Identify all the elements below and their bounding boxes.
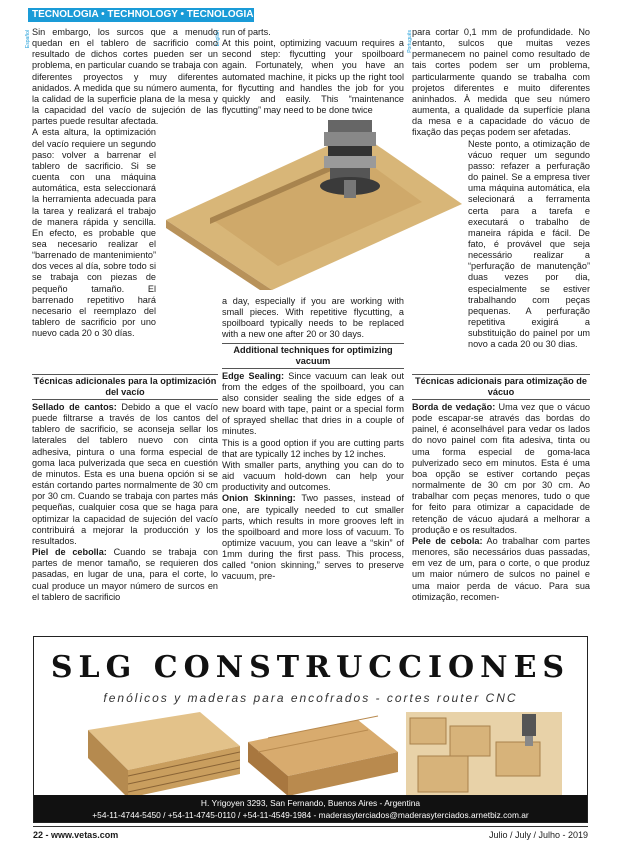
english-paragraph-4: This is a good option if you are cutting parts that are typically 12 inches by 12 inches. (222, 437, 404, 459)
section-header: TECNOLOGIA • TECHNOLOGY • TECNOLOGIA (28, 8, 254, 22)
english-paragraph-5: With smaller parts, anything you can do to aid vacuum hold-down can help your productivity and outcomes. (222, 459, 404, 493)
spanish-paragraph-onion-skin: Piel de cebolla: Cuando se trabaja con partes de menor tamaño, se requieren dos pasadas, en lugar de una, para el corte, lo cual produce un mayor número de surcos en el tablero de sacrificio (32, 547, 219, 602)
portuguese-paragraph-onion-skin: Pele de cebola: Ao trabalhar com partes menores, são necessários duas passadas, em vez de um, para o corte, o que produz um maior número de sulcos no painel e uma maior perda de vácuo. Para sua otimização, recomen- (412, 535, 590, 602)
portuguese-column (412, 27, 590, 351)
portuguese-paragraph-edge-sealing: Borda de vedação: Uma vez que o vácuo pode escapar-se através das bordas do painel, é aconselhável para vedar os lados do novo painel com fita adesiva, tinta ou uma forma especial de goma-laca pulverizado seco em minutos. Esta é uma boa opção se estiver cortando peças normalmente de 30 cm por 30 cm. Ao trabalhar com peças menores, tudo o que for feito para otimizar a capacidade de retenção de vácuo ajudará a melhorar a produção e os resultados. (412, 402, 590, 535)
page-number: 22 - www.vetas.com (33, 830, 119, 840)
portuguese-paragraph-2: Neste ponto, a otimização de vácuo requer um segundo passo: refazer a perfuração do painel. Se a empresa tiver uma máquina automática, ela selecionará a ferramenta certa para a tarefa e executará o trabalho de maneira rápida e fácil. De fato, é provável que seja necessário realizar a “perfuração de manutenção” duas vezes por dia, especialmente se estiver trabalhando com peças pequenas. A perfuração repetitiva exigirá a substituição do painel por um novo a cada 20 ou 30 dias. (468, 138, 590, 350)
spanish-paragraph-2: A esta altura, la optimización del vacío requiere un segundo paso: volver a barrenar el tablero de sacrificio. Si se cuenta con una máquina automática, esta seleccionará la herramienta adecuada para la tarea y realizará el trabajo de manera rápida y sencilla. En efecto, es probable que sea necesario realizar el “barrenado de mantenimiento” dos veces al día, sobre todo si se trabaja con piezas de pequeño tamaño. El barrenado repetitivo hará necesario el reemplazo del tablero de sacrificio por uno nuevo cada 20 o 30 días. (32, 127, 156, 339)
portuguese-section-title: Técnicas adicionais para otimização de vácuo (412, 374, 590, 400)
spanish-paragraph-1: Sin embargo, los surcos que a menudo quedan en el tablero de sacrificio como resultado de dichos cortes pueden ser un problema, en particular cuando se trabaja con diferentes proyectos y muy diferentes anidados. A medida que su número aumenta, la calidad de la superficie plana de la mesa y la capacidad del vacío de sujeción de las partes puede resultar afectada. (32, 27, 218, 127)
ad-tagline: fenólicos y maderas para encofrados - cortes router CNC (103, 691, 518, 705)
ad-company-name: SLG CONSTRUCCIONES (50, 650, 571, 685)
advertisement (33, 636, 588, 823)
english-paragraph-edge-sealing: Edge Sealing: Since vacuum can leak out from the edges of the spoilboard, you can also consider sealing the side edges of a new board with tape, paint or a special form of sprayed shellac that dries in a couple of minutes. (222, 370, 404, 437)
english-paragraph-1: run of parts. (222, 27, 271, 37)
english-section-title: Additional techniques for optimizing vacuum (222, 343, 404, 369)
english-column-top (222, 27, 404, 116)
spanish-techniques (32, 372, 218, 603)
ad-contact-bar (34, 795, 587, 822)
portuguese-techniques (412, 372, 590, 603)
issue-date: Julio / July / Julho - 2019 (488, 830, 588, 840)
english-paragraph-3: a day, especially if you are working with small pieces. With repetitive flycutting, a spoilboard typically needs to be replaced with a new one after 20 or 30 days. (222, 296, 404, 340)
page-footer (33, 826, 588, 840)
english-paragraph-2: At this point, optimizing vacuum requires a second step: flycutting your spoilboard again. Fortunately, when you have an automated machine, it picks up the right tool for flycutting and handles the job for you quickly and easily. This “maintenance flycutting” may need to be done twice (222, 38, 404, 116)
english-column-bottom (222, 296, 404, 583)
ad-contact: +54-11-4744-5450 / +54-11-4745-0110 / +54-11-4549-1984 - maderasyterciados@maderasyterciados.arnetbiz.com.ar (92, 810, 529, 820)
language-tag-portuguese: Português (407, 30, 413, 53)
language-tag-english: English (215, 30, 221, 47)
spanish-paragraph-edge-sealing: Sellado de cantos: Debido a que el vacío puede filtrarse a través de los cantos del tablero de sacrificio, se aconseja sellar los laterales del tablero nuevo con cinta adhesiva, pintura o una forma especial de goma laca pulverizada que seca en cuestión de minutos. Esta es una buena opción si se están cortando partes normalmente de 30 cm por 30 cm. Cuando se trabaja con partes más pequeñas, cualquier cosa que se haga para optimizar la capacidad de sujeción del vacío contribuirá a mejorar la producción y los resultados. (32, 402, 219, 546)
plywood-photo (88, 712, 240, 798)
language-tag-spanish: Español (25, 30, 31, 49)
english-paragraph-onion-skin: Onion Skinning: Two passes, instead of one, are typically needed to cut smaller parts, which results in more grooves left in the spoilboard and more loss of vacuum. To optimize vacuum, you can leave a “skin” of 1mm during the first pass. This process, called “onion skinning,” serves to preserve vacuum, pre- (222, 493, 404, 582)
cnc-router-photo (406, 712, 562, 798)
portuguese-paragraph-1: para cortar 0,1 mm de profundidade. No entanto, sulcos que muitas vezes permanecem no painel como resultado de tais cortes podem ser um problema, particularmente quando se trabalha com projetos diferentes e muito diferentes aninhados. À medida que seu número aumenta, a qualidade da superfície plana da mesa e a capacidade do vácuo de fixação das peças podem ser afetadas. (412, 27, 590, 138)
lumber-stack-photo (248, 712, 398, 798)
ad-address: H. Yrigoyen 3293, San Fernando, Buenos Aires - Argentina (200, 798, 421, 808)
spanish-section-title: Técnicas adicionales para la optimización del vacío (32, 374, 218, 400)
